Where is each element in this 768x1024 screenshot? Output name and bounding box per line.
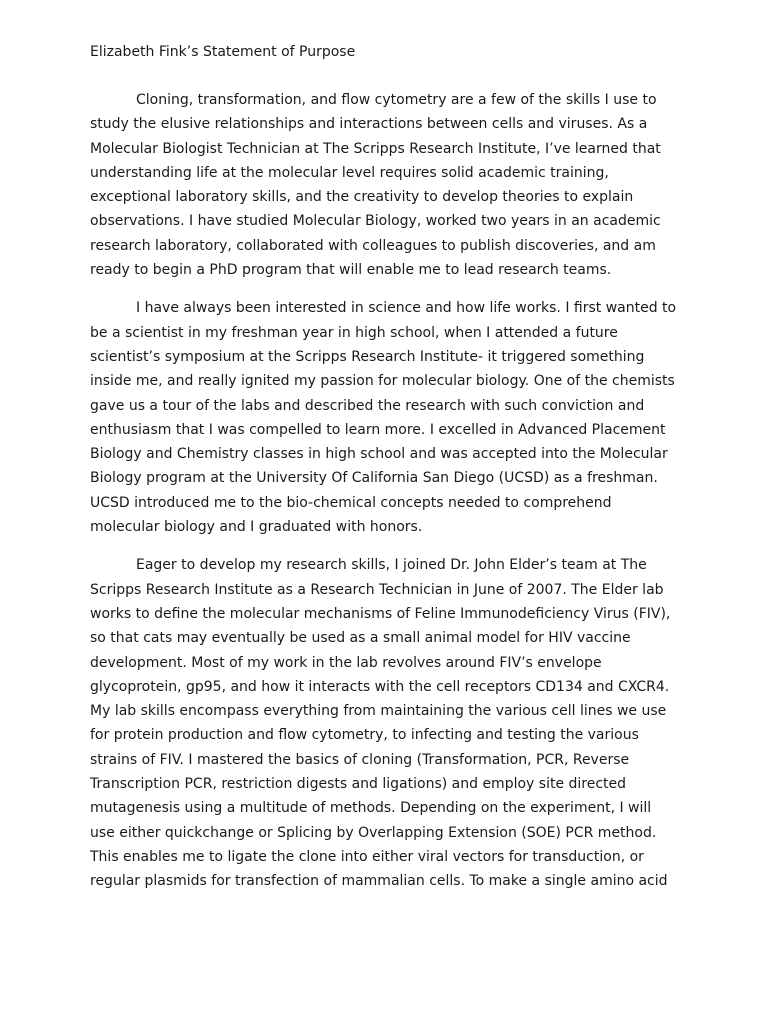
paragraph-line: This enables me to ligate the clone into either viral vectors for transduction, or	[90, 848, 644, 865]
paragraph-line: Cloning, transformation, and flow cytometry are a few of the skills I use to	[136, 92, 657, 108]
paragraph-line: for protein production and flow cytometry, to infecting and testing the various	[90, 727, 639, 744]
paragraph-line: understanding life at the molecular level requires solid academic training,	[90, 164, 609, 181]
paragraph-line: scientist’s symposium at the Scripps Research Institute- it triggered something	[90, 348, 645, 365]
paragraph-line: strains of FIV. I mastered the basics of cloning (Transformation, PCR, Reverse	[90, 751, 630, 768]
paragraph-line: ready to begin a PhD program that will enable me to lead research teams.	[90, 262, 612, 279]
document-title: Elizabeth Fink’s Statement of Purpose	[90, 44, 356, 60]
paragraph-line: gave us a tour of the labs and described the research with such conviction and	[90, 397, 645, 414]
document-body	[90, 88, 690, 908]
paragraph-line: works to define the molecular mechanisms of Feline Immunodeficiency Virus (FIV),	[90, 605, 671, 622]
paragraph-line: use either quickchange or Splicing by Overlapping Extension (SOE) PCR method.	[90, 824, 657, 841]
paragraph-line: Molecular Biologist Technician at The Scripps Research Institute, I’ve learned that	[90, 140, 661, 157]
paragraph-line: development. Most of my work in the lab revolves around FIV’s envelope	[90, 654, 602, 671]
paragraph-line: research laboratory, collaborated with colleagues to publish discoveries, and am	[90, 237, 656, 254]
paragraph-line: inside me, and really ignited my passion for molecular biology. One of the chemists	[90, 373, 675, 390]
paragraph-line: observations. I have studied Molecular Biology, worked two years in an academic	[90, 213, 661, 230]
paragraph	[90, 88, 690, 282]
paragraph	[90, 296, 690, 539]
paragraph-line: so that cats may eventually be used as a small animal model for HIV vaccine	[90, 630, 631, 647]
paragraph	[90, 553, 690, 893]
paragraph-line: UCSD introduced me to the bio-chemical concepts needed to comprehend	[90, 494, 612, 511]
paragraph-line: I have always been interested in science and how life works. I first wanted to	[136, 300, 677, 317]
paragraph-line: molecular biology and I graduated with honors.	[90, 519, 423, 536]
paragraph-line: My lab skills encompass everything from maintaining the various cell lines we use	[90, 703, 667, 720]
paragraph-line: enthusiasm that I was compelled to learn more. I excelled in Advanced Placement	[90, 421, 666, 438]
paragraph-line: Scripps Research Institute as a Research Technician in June of 2007. The Elder lab	[90, 581, 664, 598]
paragraph-line: regular plasmids for transfection of mammalian cells. To make a single amino acid	[90, 873, 668, 890]
paragraph-line: study the elusive relationships and interactions between cells and viruses. As a	[90, 116, 648, 133]
paragraph-line: exceptional laboratory skills, and the creativity to develop theories to explain	[90, 189, 634, 206]
paragraph-line: be a scientist in my freshman year in high school, when I attended a future	[90, 324, 618, 341]
paragraph-line: Biology and Chemistry classes in high school and was accepted into the Molecular	[90, 446, 668, 463]
paragraph-line: Transcription PCR, restriction digests and ligations) and employ site directed	[90, 776, 627, 793]
paragraph-line: Eager to develop my research skills, I joined Dr. John Elder’s team at The	[136, 557, 647, 574]
paragraph-line: Biology program at the University Of California San Diego (UCSD) as a freshman.	[90, 470, 658, 487]
paragraph-line: mutagenesis using a multitude of methods. Depending on the experiment, I will	[90, 800, 652, 817]
paragraph-line: glycoprotein, gp95, and how it interacts with the cell receptors CD134 and CXCR4.	[90, 678, 670, 695]
